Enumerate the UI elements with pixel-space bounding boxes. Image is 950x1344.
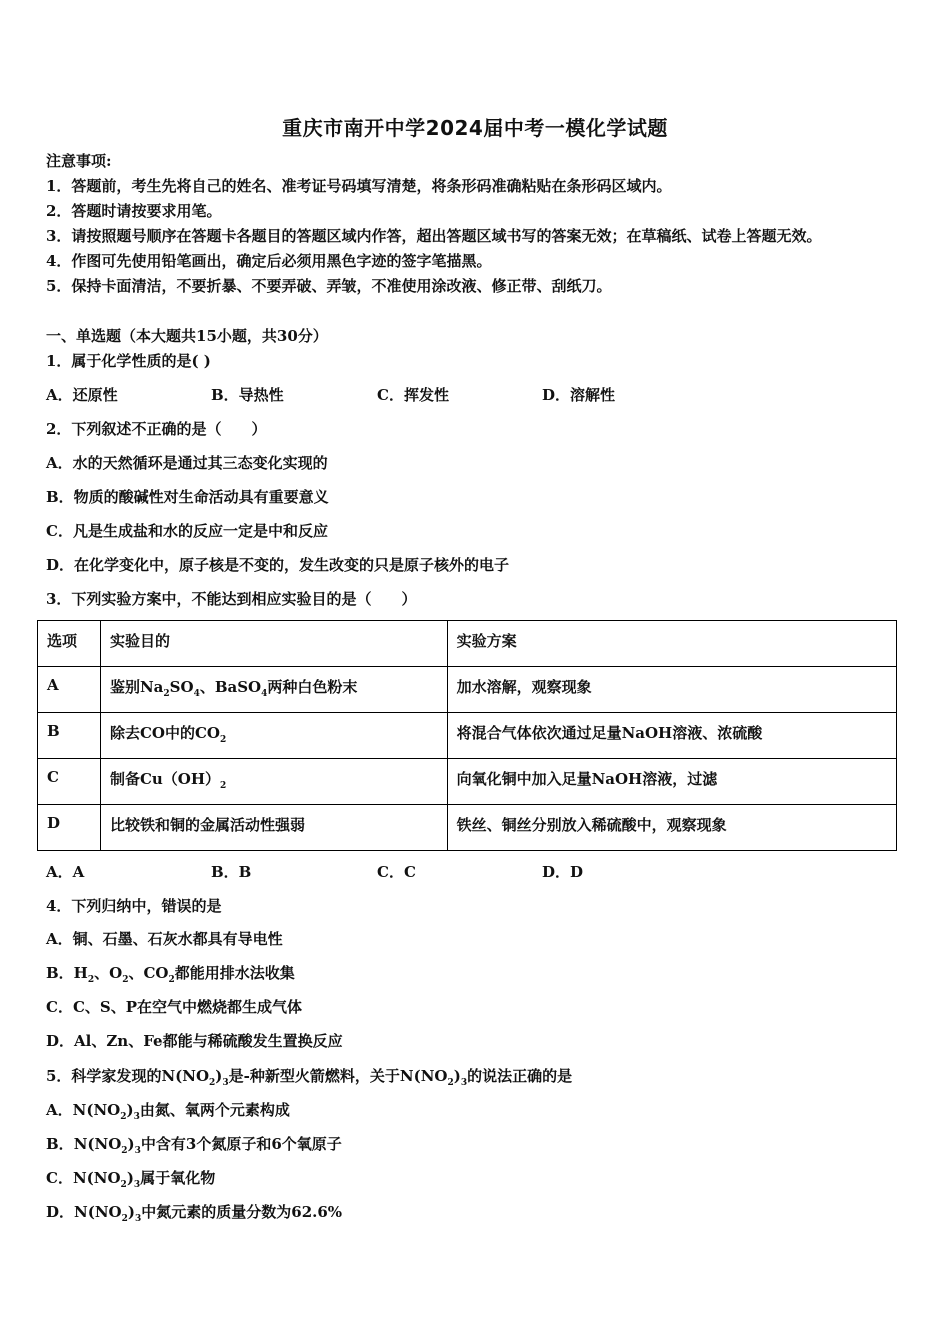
option-label: D． bbox=[46, 1203, 75, 1221]
q4-option-c: C．C、S、P在空气中燃烧都生成气体 bbox=[46, 998, 302, 1016]
question-4-stem: 4．下列归纳中，错误的是 bbox=[46, 897, 222, 915]
purpose-text: 除去CO中的CO bbox=[109, 724, 220, 742]
purpose-cell bbox=[100, 713, 447, 759]
table-row bbox=[38, 667, 897, 713]
option-label: A． bbox=[46, 1101, 73, 1119]
q3-option-b: B．B bbox=[211, 863, 252, 881]
question-2-stem: 2．下列叙述不正确的是（ ） bbox=[46, 420, 267, 438]
purpose-text: 制备Cu（OH） bbox=[109, 770, 221, 788]
q3-option-d: D．D bbox=[542, 863, 584, 881]
q1-option-d: D．溶解性 bbox=[542, 386, 616, 404]
table-header-cell: 实验目的 bbox=[100, 621, 447, 667]
formula-text: ) bbox=[126, 1101, 134, 1119]
purpose-cell bbox=[100, 759, 447, 805]
q1-option-c: C．挥发性 bbox=[377, 386, 449, 404]
option-cell: D bbox=[38, 805, 101, 851]
q2-option-a: A．水的天然循环是通过其三态变化实现的 bbox=[46, 454, 328, 472]
q1-option-b: B．导热性 bbox=[211, 386, 284, 404]
option-text: 中含有3个氮原子和6个氧原子 bbox=[140, 1135, 342, 1153]
formula-text: N(NO bbox=[73, 1135, 122, 1153]
notice-item: 5．保持卡面清洁，不要折暴、不要弄破、弄皱，不准使用涂改液、修正带、刮纸刀。 bbox=[46, 277, 612, 295]
subscript: 3 bbox=[133, 1180, 141, 1190]
formula-text: ) bbox=[126, 1169, 134, 1187]
subscript: 2 bbox=[447, 1078, 454, 1088]
q5-option-b bbox=[46, 1134, 342, 1161]
option-label: C． bbox=[46, 1169, 73, 1187]
q5-option-a bbox=[46, 1100, 290, 1127]
notice-item: 3．请按照题号顺序在答题卡各题目的答题区域内作答，超出答题区域书写的答案无效；在草稿纸、试卷上答题无效。 bbox=[46, 227, 822, 245]
q1-option-a: A．还原性 bbox=[46, 386, 118, 404]
table-header-cell: 实验方案 bbox=[447, 621, 896, 667]
plan-cell: 将混合气体依次通过足量NaOH溶液、浓硫酸 bbox=[447, 713, 896, 759]
subscript: 4 bbox=[261, 689, 268, 699]
subscript: 2 bbox=[209, 1078, 216, 1088]
section-heading: 一、单选题（本大题共15小题，共30分） bbox=[46, 327, 328, 345]
table-row bbox=[38, 759, 897, 805]
subscript: 2 bbox=[163, 689, 170, 699]
option-cell: C bbox=[38, 759, 101, 805]
purpose-cell bbox=[100, 667, 447, 713]
table-row bbox=[38, 805, 897, 851]
q4-option-d: D．Al、Zn、Fe都能与稀硫酸发生置换反应 bbox=[46, 1032, 343, 1050]
stem-text: ) bbox=[453, 1067, 461, 1085]
subscript: 3 bbox=[133, 1112, 140, 1122]
purpose-text: 两种白色粉末 bbox=[267, 678, 358, 696]
q3-option-a: A．A bbox=[46, 863, 85, 881]
table-header-row bbox=[38, 621, 897, 667]
purpose-cell: 比较铁和铜的金属活动性强弱 bbox=[100, 805, 447, 851]
subscript: 2 bbox=[219, 735, 227, 745]
q4-option-a: A．铜、石墨、石灰水都具有导电性 bbox=[46, 930, 283, 948]
notice-item: 1．答题前，考生先将自己的姓名、准考证号码填写清楚，将条形码准确粘贴在条形码区域内。 bbox=[46, 177, 672, 195]
formula-text: ) bbox=[127, 1203, 135, 1221]
q2-option-d: D．在化学变化中，原子核是不变的，发生改变的只是原子核外的电子 bbox=[46, 556, 510, 574]
option-text: 属于氧化物 bbox=[140, 1169, 216, 1187]
question-3-stem: 3．下列实验方案中，不能达到相应实验目的是（ ） bbox=[46, 590, 417, 608]
q5-option-d bbox=[46, 1202, 342, 1229]
option-cell: A bbox=[38, 667, 101, 713]
stem-text: ) bbox=[215, 1067, 223, 1085]
notice-item: 4．作图可先使用铅笔画出，确定后必须用黑色字迹的签字笔描黑。 bbox=[46, 252, 492, 270]
stem-text: 5．科学家发现的N(NO bbox=[46, 1067, 210, 1085]
subscript: 3 bbox=[134, 1146, 141, 1156]
subscript: 2 bbox=[168, 975, 175, 985]
subscript: 2 bbox=[120, 1180, 127, 1190]
q5-option-c bbox=[46, 1168, 215, 1195]
table-header-cell: 选项 bbox=[38, 621, 101, 667]
subscript: 3 bbox=[460, 1078, 468, 1088]
subscript: 2 bbox=[87, 975, 95, 985]
exam-title: 重庆市南开中学2024届中考一模化学试题 bbox=[282, 116, 668, 140]
q2-option-c: C．凡是生成盐和水的反应一定是中和反应 bbox=[46, 522, 328, 540]
purpose-text: 、BaSO bbox=[199, 678, 262, 696]
option-text: 由氮、氧两个元素构成 bbox=[139, 1101, 290, 1119]
option-cell: B bbox=[38, 713, 101, 759]
plan-cell: 铁丝、铜丝分别放入稀硫酸中，观察现象 bbox=[447, 805, 896, 851]
formula-text: N(NO bbox=[72, 1169, 121, 1187]
subscript: 3 bbox=[222, 1078, 229, 1088]
formula-text: N(NO bbox=[74, 1203, 122, 1221]
subscript: 4 bbox=[193, 689, 200, 699]
subscript: 2 bbox=[220, 781, 227, 791]
option-text: 中氮元素的质量分数为62.6% bbox=[141, 1203, 343, 1221]
option-text: 都能用排水法收集 bbox=[174, 964, 295, 982]
option-text: B．H bbox=[46, 964, 88, 982]
table-row bbox=[38, 713, 897, 759]
subscript: 2 bbox=[121, 1214, 128, 1224]
subscript: 2 bbox=[122, 975, 129, 985]
plan-cell: 向氧化铜中加入足量NaOH溶液，过滤 bbox=[447, 759, 896, 805]
notice-heading: 注意事项: bbox=[46, 152, 112, 170]
subscript: 2 bbox=[120, 1112, 127, 1122]
formula-text: N(NO bbox=[72, 1101, 121, 1119]
notice-item: 2．答题时请按要求用笔。 bbox=[46, 202, 222, 220]
stem-text: 的说法正确的是 bbox=[467, 1067, 573, 1085]
option-text: 、CO bbox=[128, 964, 169, 982]
subscript: 2 bbox=[121, 1146, 128, 1156]
option-label: B． bbox=[46, 1135, 74, 1153]
question-1-stem: 1．属于化学性质的是( ) bbox=[46, 352, 211, 370]
option-text: 、O bbox=[94, 964, 123, 982]
experiment-table bbox=[37, 620, 897, 851]
q2-option-b: B．物质的酸碱性对生命活动具有重要意义 bbox=[46, 488, 329, 506]
plan-cell: 加水溶解，观察现象 bbox=[447, 667, 896, 713]
purpose-text: 鉴别Na bbox=[109, 678, 164, 696]
formula-text: ) bbox=[127, 1135, 135, 1153]
q3-option-c: C．C bbox=[377, 863, 416, 881]
question-5-stem bbox=[46, 1066, 572, 1093]
stem-text: 是-种新型火箭燃料，关于N(NO bbox=[228, 1067, 448, 1085]
subscript: 3 bbox=[134, 1214, 142, 1224]
q4-option-b bbox=[46, 963, 295, 990]
purpose-text: SO bbox=[169, 678, 194, 696]
